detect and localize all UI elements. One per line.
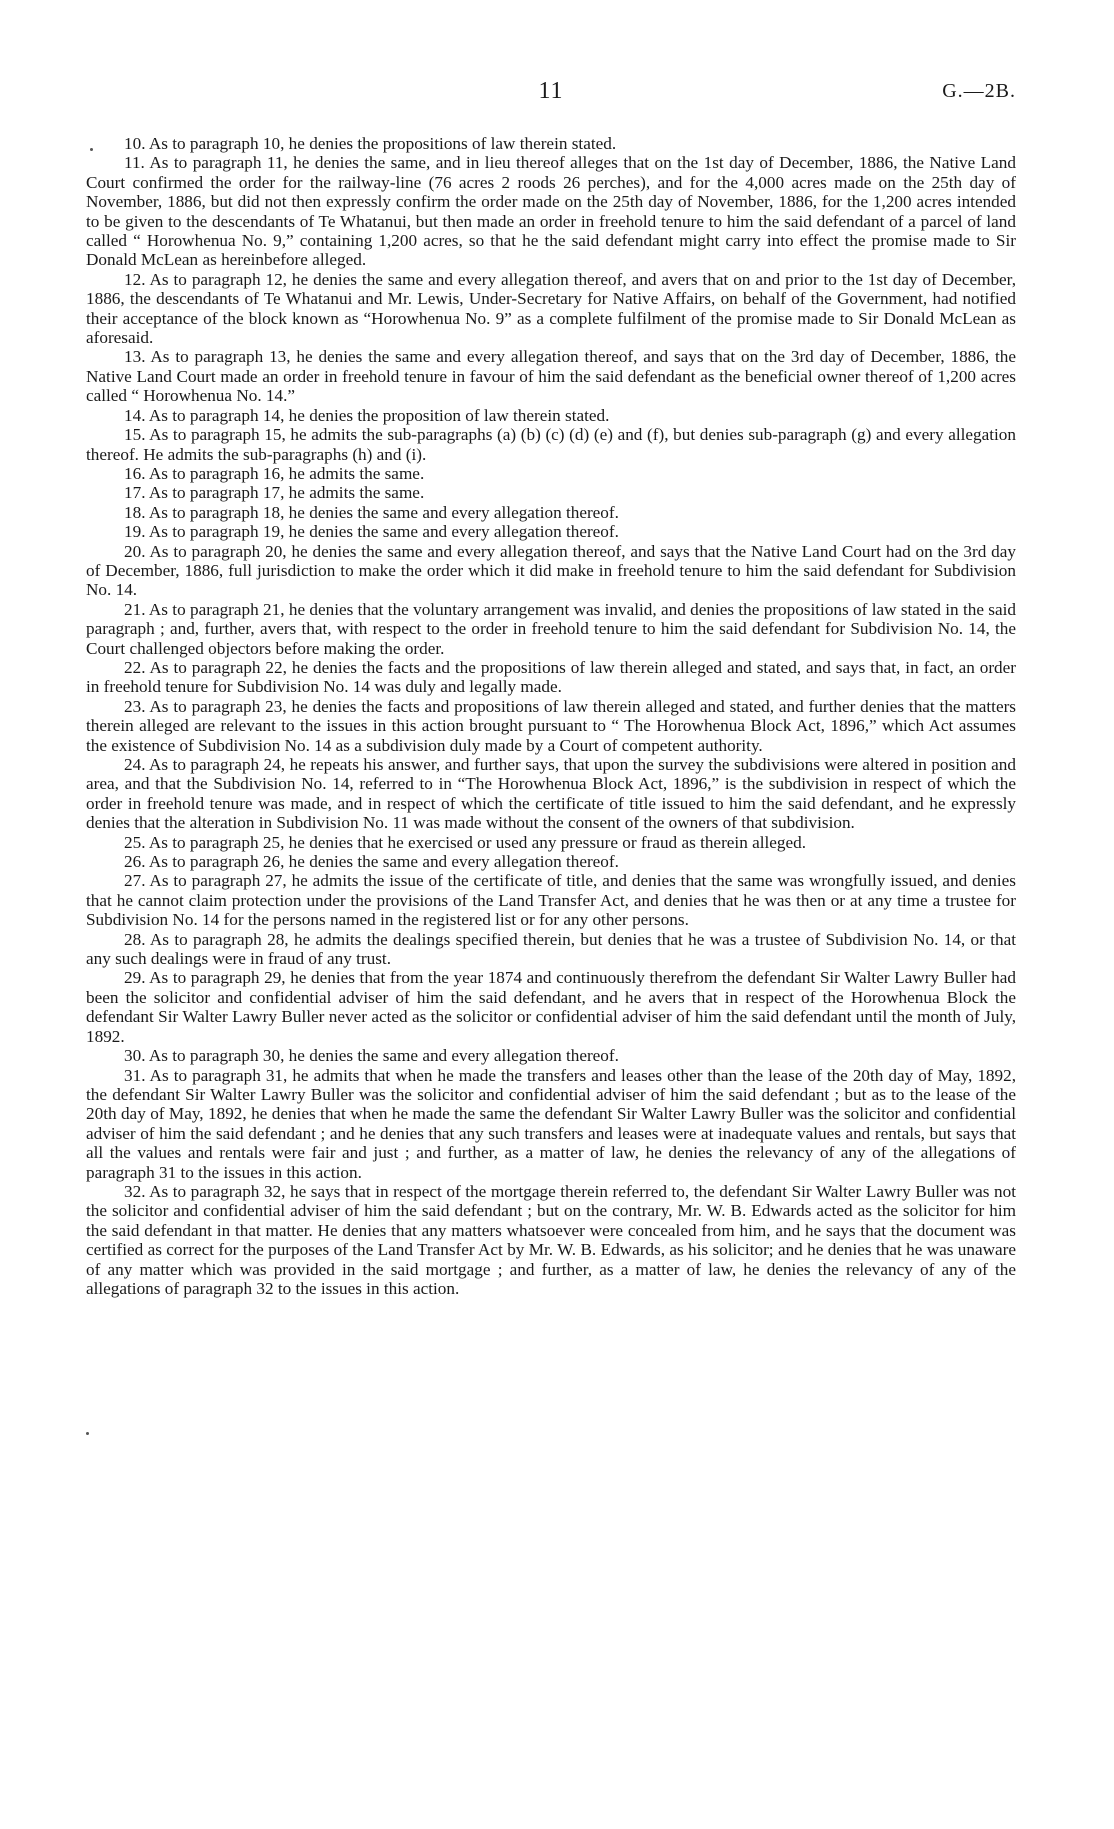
paragraph-26: 26. As to paragraph 26, he denies the same and every allegation thereof. [124, 852, 619, 872]
paragraph-17: 17. As to paragraph 17, he admits the same. [124, 483, 425, 503]
paragraph-19: 19. As to paragraph 19, he denies the same and every allegation thereof. [124, 522, 619, 542]
paragraph-14: 14. As to paragraph 14, he denies the proposition of law therein stated. [124, 405, 610, 425]
paragraph-27: 27. As to paragraph 27, he admits the issue of the certificate of title, and denies that the same was wrongfully issued, and denies that he cannot claim protection under the provisions of the Land Transfer Act, and denies that he was then or at any time a trustee for Subdivision No. 14 for the persons named in the registered list or for any other persons. [86, 871, 1016, 930]
paragraph-18: 18. As to paragraph 18, he denies the same and every allegation thereof. [124, 502, 619, 522]
paragraph-10: 10. As to paragraph 10, he denies the propositions of law therein stated. [124, 134, 617, 153]
paragraph-20: 20. As to paragraph 20, he denies the same and every allegation thereof, and says that the Native Land Court had on the 3rd day of December, 1886, full jurisdiction to make the order which it did make in freehold tenure to him the said defendant for Subdivision No. 14. [86, 541, 1016, 600]
paragraph-28: 28. As to paragraph 28, he admits the dealings specified therein, but denies that he was a trustee of Subdivision No. 14, or that any such dealings were in fraud of any trust. [86, 929, 1016, 969]
document-reference: G.—2B. [942, 80, 1016, 102]
paragraph-11: 11. As to paragraph 11, he denies the same, and in lieu thereof alleges that on the 1st day of December, 1886, the Native Land Court confirmed the order for the railway-line (76 acres 2 roods 26 perches), and for the 4,000 acres made on the 25th day of November, 1886, but did not then expressly confirm the order made on the 25th day of November, 1886, for the 1,200 acres intended to be given to the descendants of Te Whatanui, but then made an order in freehold tenure to him the said defendant of a parcel of land called “ Horowhenua No. 9,” containing 1,200 acres, so that he the said defendant might carry into effect the promise made to Sir Donald McLean as hereinbefore alleged. [86, 153, 1016, 270]
paragraph-31: 31. As to paragraph 31, he admits that when he made the transfers and leases other than the lease of the 20th day of May, 1892, the defendant Sir Walter Lawry Buller was the solicitor and confidential adviser of him the said defendant ; but as to the lease of the 20th day of May, 1892, he denies that when he made the same the defendant Sir Walter Lawry Buller was the solicitor and confidential adviser of him the said defendant ; and he denies that any such transfers and leases were at inadequate values and rentals, but says that all the values and rentals were fair and just ; and further, as a matter of law, he denies the relevancy of any of the allegations of paragraph 31 to the issues in this action. [86, 1065, 1016, 1182]
paragraph-29: 29. As to paragraph 29, he denies that from the year 1874 and continuously therefrom the defendant Sir Walter Lawry Buller had been the solicitor and confidential adviser of him the said defendant, and he avers that in respect of the Horowhenua Block the defendant Sir Walter Lawry Buller never acted as the solicitor or confidential adviser of him the said defendant until the month of July, 1892. [86, 968, 1016, 1046]
page-number: 11 [538, 78, 564, 104]
paragraph-21: 21. As to paragraph 21, he denies that the voluntary arrangement was invalid, and denies the propositions of law stated in the said paragraph ; and, further, avers that, with respect to the order in freehold tenure to him the said defendant for Subdivision No. 14, the Court challenged objectors before making the order. [86, 599, 1016, 658]
paragraph-30: 30. As to paragraph 30, he denies the same and every allegation thereof. [124, 1046, 619, 1066]
paragraph-32: 32. As to paragraph 32, he says that in respect of the mortgage therein referred to, the defendant Sir Walter Lawry Buller was not the solicitor and confidential adviser of him the said defendant ; but on the contrary, Mr. W. B. Edwards acted as the solicitor for him the said defendant in that matter. He denies that any matters whatsoever were concealed from him, and he says that the document was certified as correct for the purposes of the Land Transfer Act by Mr. W. B. Edwards, as his solicitor; and he denies that he was unaware of any matter which was provided in the said mortgage ; and further, as a matter of law, he denies the relevancy of any of the allegations of paragraph 32 to the issues in this action. [86, 1181, 1016, 1298]
page-header [86, 78, 1016, 108]
paragraph-23: 23. As to paragraph 23, he denies the facts and propositions of law therein alleged and stated, and further denies that the matters therein alleged are relevant to the issues in this action brought pursuant to “ The Horowhenua Block Act, 1896,” which Act assumes the existence of Subdivision No. 14 as a subdivision duly made by a Court of competent authority. [86, 696, 1016, 755]
paragraph-24: 24. As to paragraph 24, he repeats his answer, and further says, that upon the survey the subdivisions were altered in position and area, and that the Subdivision No. 14, referred to in “The Horowhenua Block Act, 1896,” is the subdivision in respect of which the order in freehold tenure was made, and in respect of which the certificate of title issued to him the said defendant, and he expressly denies that the alteration in Subdivision No. 11 was made without the consent of the owners of that subdivision. [86, 755, 1016, 833]
document-body [86, 134, 1016, 1298]
paragraph-15: 15. As to paragraph 15, he admits the sub-paragraphs (a) (b) (c) (d) (e) and (f), but denies sub-paragraph (g) and every allegation thereof. He admits the sub-paragraphs (h) and (i). [86, 425, 1016, 464]
paragraph-22: 22. As to paragraph 22, he denies the facts and the propositions of law therein alleged and stated, and says that, in fact, an order in freehold tenure for Subdivision No. 14 was duly and legally made. [86, 657, 1016, 697]
paragraph-25: 25. As to paragraph 25, he denies that he exercised or used any pressure or fraud as therein alleged. [124, 832, 807, 852]
paragraph-13: 13. As to paragraph 13, he denies the same and every allegation thereof, and says that on the 3rd day of December, 1886, the Native Land Court made an order in freehold tenure in favour of him the said defendant as the beneficial owner thereof of 1,200 acres called “ Horowhenua No. 14.” [86, 347, 1016, 406]
paragraph-12: 12. As to paragraph 12, he denies the same and every allegation thereof, and avers that on and prior to the 1st day of December, 1886, the descendants of Te Whatanui and Mr. Lewis, Under-Secretary for Native Affairs, on behalf of the Government, had notified their acceptance of the block known as “Horowhenua No. 9” as a complete fulfilment of the promise made to Sir Donald McLean as aforesaid. [86, 269, 1016, 348]
paragraph-16: 16. As to paragraph 16, he admits the same. [124, 463, 425, 483]
margin-mark [86, 1432, 89, 1435]
